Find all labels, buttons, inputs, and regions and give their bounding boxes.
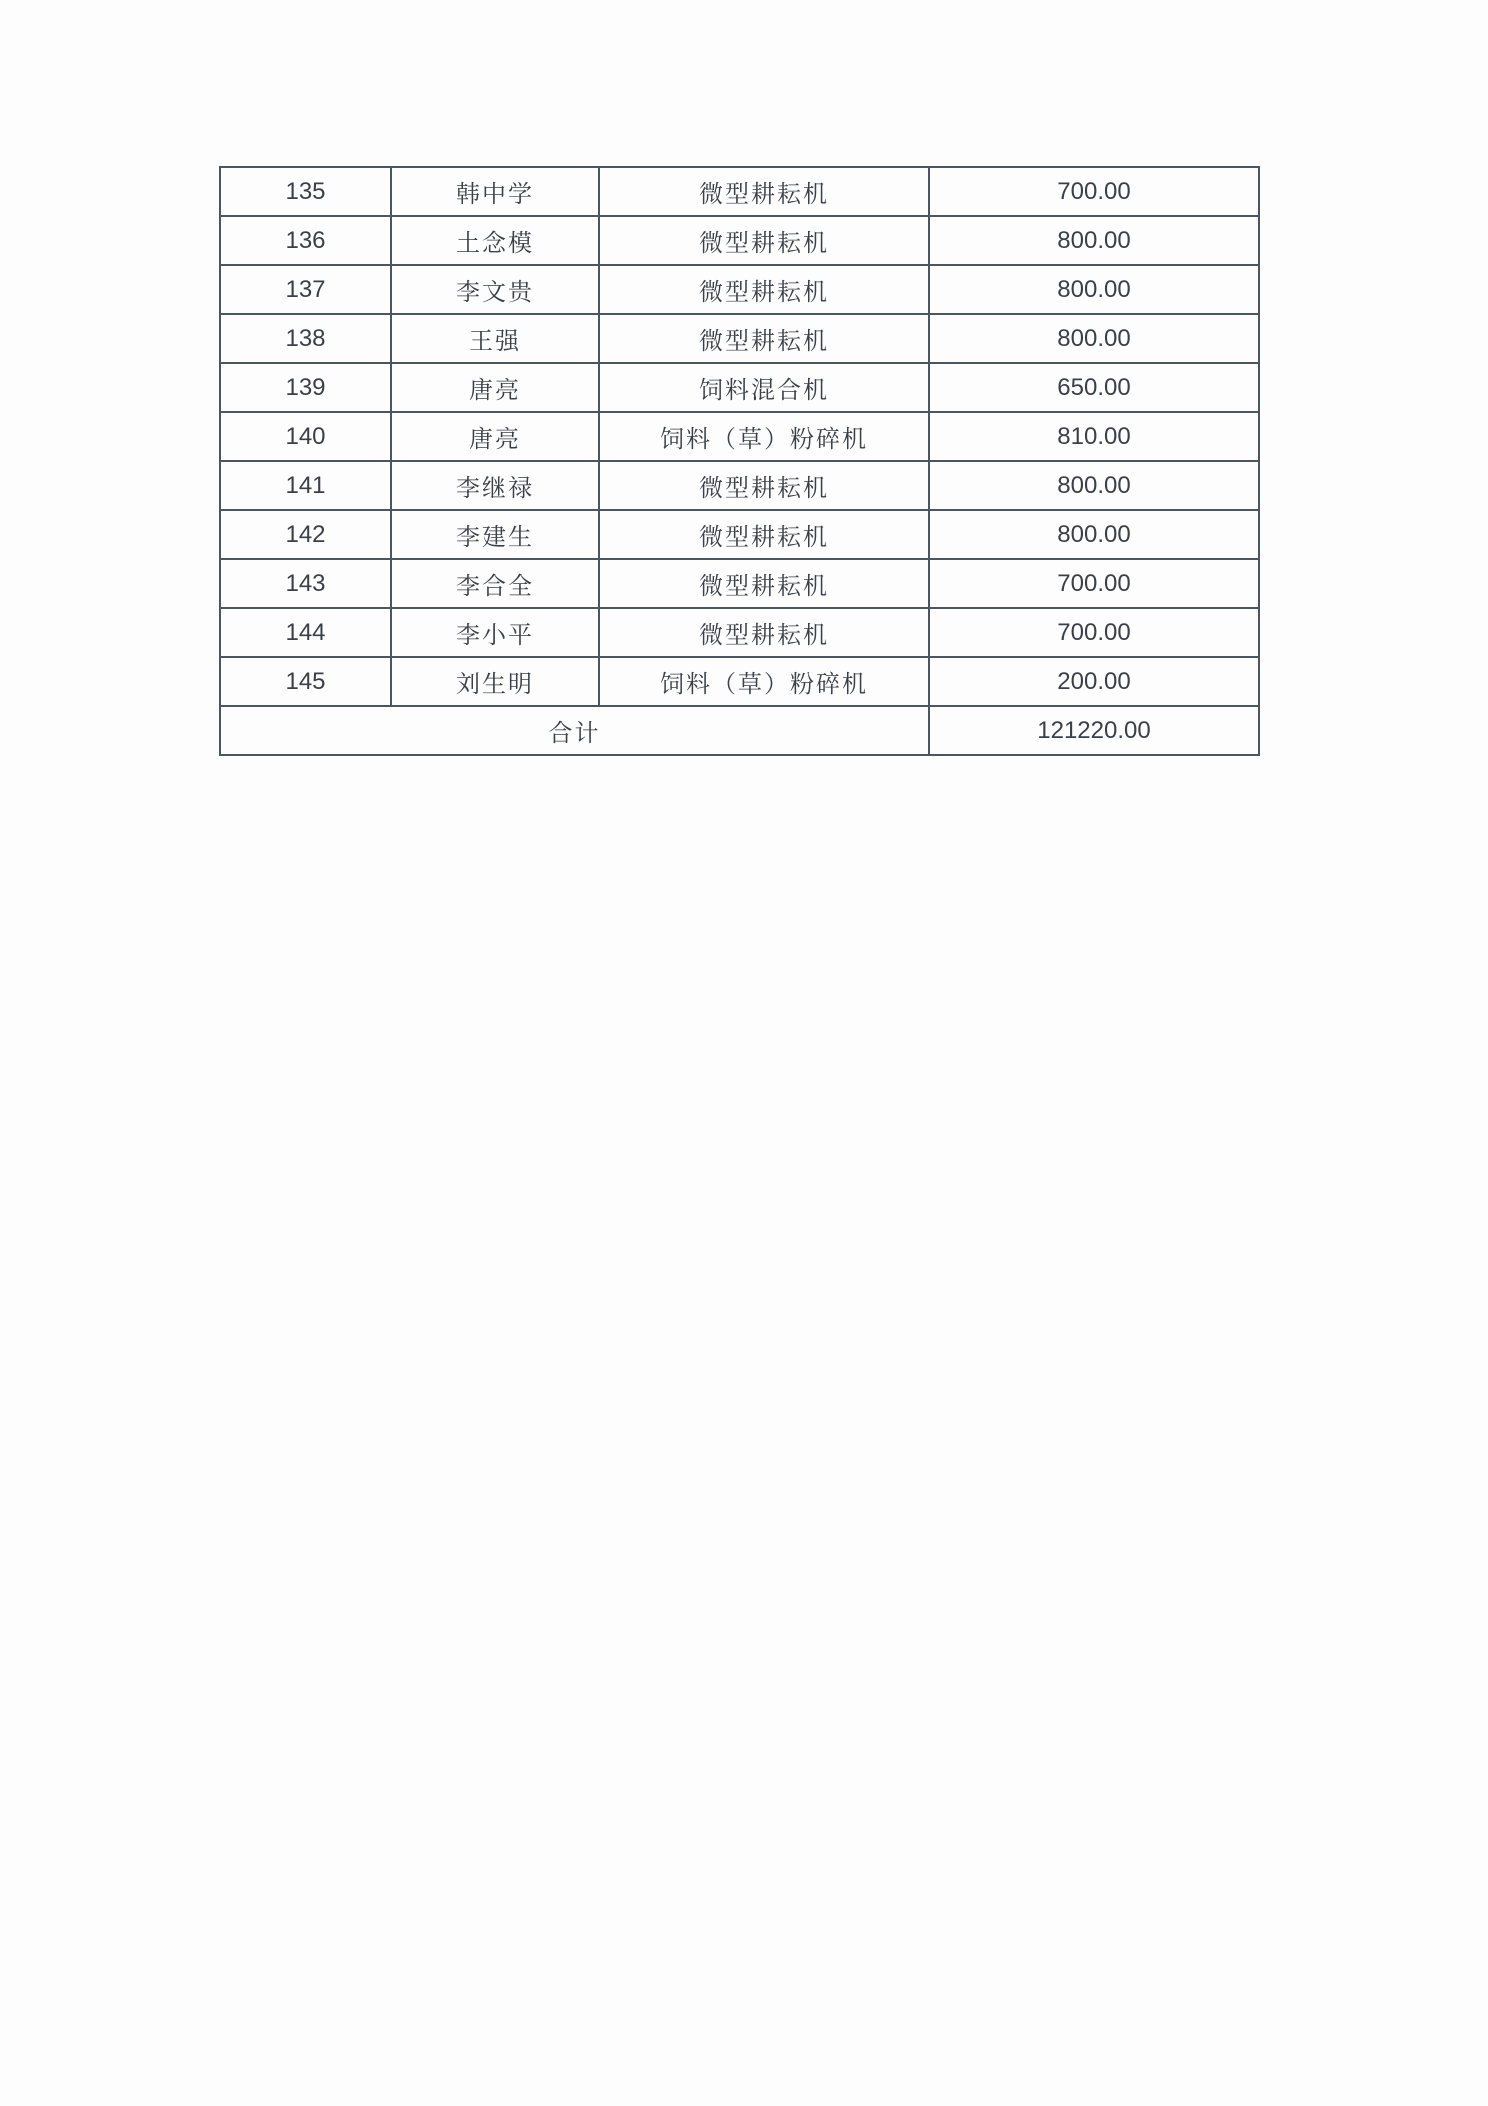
amount: 700.00 (929, 559, 1259, 608)
person-name: 李小平 (391, 608, 599, 657)
table-row (220, 608, 1259, 657)
person-name: 刘生明 (391, 657, 599, 706)
table-row (220, 657, 1259, 706)
amount: 800.00 (929, 510, 1259, 559)
amount: 700.00 (929, 608, 1259, 657)
machine-type: 饲料（草）粉碎机 (599, 412, 929, 461)
amount: 650.00 (929, 363, 1259, 412)
machine-type: 微型耕耘机 (599, 608, 929, 657)
table-row (220, 461, 1259, 510)
amount: 700.00 (929, 167, 1259, 216)
amount: 800.00 (929, 461, 1259, 510)
person-name: 韩中学 (391, 167, 599, 216)
row-number: 145 (220, 657, 391, 706)
row-number: 144 (220, 608, 391, 657)
table-row (220, 216, 1259, 265)
person-name: 土念模 (391, 216, 599, 265)
amount: 200.00 (929, 657, 1259, 706)
machine-type: 微型耕耘机 (599, 265, 929, 314)
table-row (220, 510, 1259, 559)
table-body (220, 167, 1259, 755)
table-row (220, 314, 1259, 363)
amount: 810.00 (929, 412, 1259, 461)
machine-type: 饲料混合机 (599, 363, 929, 412)
row-number: 137 (220, 265, 391, 314)
machine-type: 微型耕耘机 (599, 559, 929, 608)
amount: 800.00 (929, 314, 1259, 363)
machine-type: 饲料（草）粉碎机 (599, 657, 929, 706)
row-number: 136 (220, 216, 391, 265)
row-number: 143 (220, 559, 391, 608)
machine-type: 微型耕耘机 (599, 167, 929, 216)
person-name: 李文贵 (391, 265, 599, 314)
machine-type: 微型耕耘机 (599, 510, 929, 559)
table-row (220, 363, 1259, 412)
machine-type: 微型耕耘机 (599, 216, 929, 265)
person-name: 李继禄 (391, 461, 599, 510)
table-row (220, 167, 1259, 216)
subsidy-table (219, 166, 1260, 756)
row-number: 142 (220, 510, 391, 559)
total-amount: 121220.00 (929, 706, 1259, 755)
person-name: 李合全 (391, 559, 599, 608)
person-name: 李建生 (391, 510, 599, 559)
row-number: 135 (220, 167, 391, 216)
table-row (220, 412, 1259, 461)
person-name: 唐亮 (391, 363, 599, 412)
total-row (220, 706, 1259, 755)
amount: 800.00 (929, 216, 1259, 265)
table-row (220, 559, 1259, 608)
total-label: 合计 (220, 706, 929, 755)
row-number: 141 (220, 461, 391, 510)
amount: 800.00 (929, 265, 1259, 314)
table-row (220, 265, 1259, 314)
person-name: 唐亮 (391, 412, 599, 461)
row-number: 140 (220, 412, 391, 461)
person-name: 王强 (391, 314, 599, 363)
row-number: 139 (220, 363, 391, 412)
machine-type: 微型耕耘机 (599, 314, 929, 363)
row-number: 138 (220, 314, 391, 363)
machine-type: 微型耕耘机 (599, 461, 929, 510)
